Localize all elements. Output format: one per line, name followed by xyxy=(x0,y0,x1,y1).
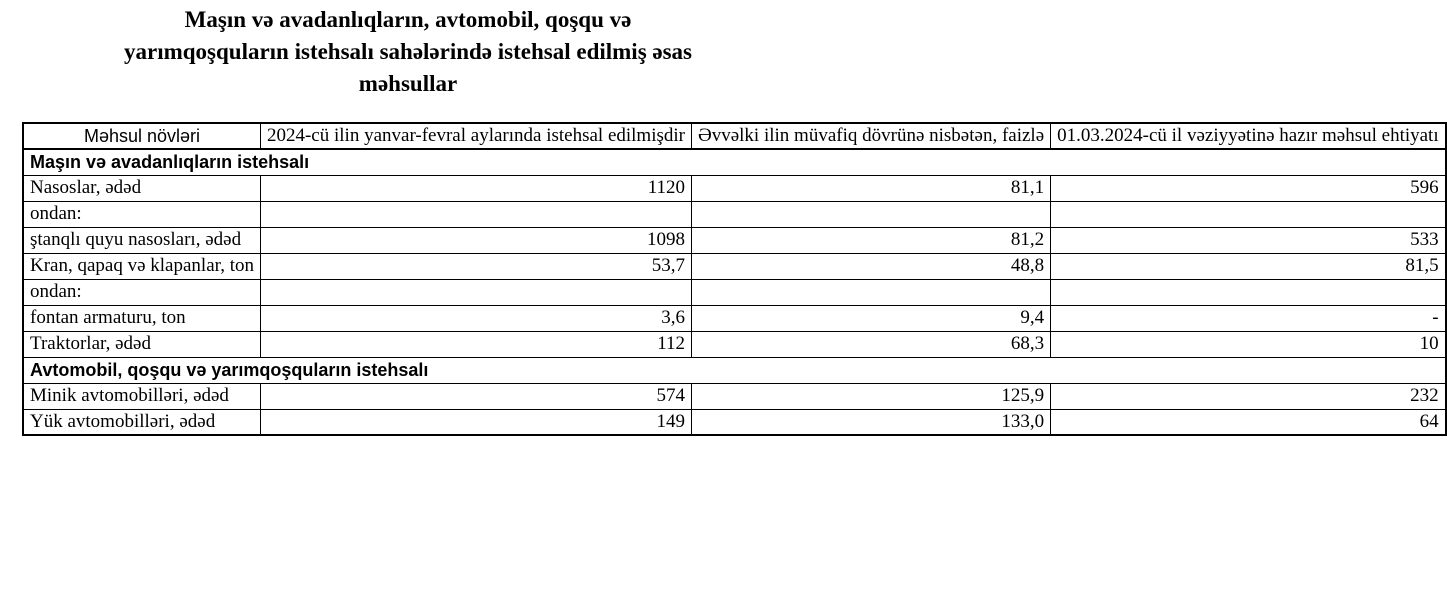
row-stock: 596 xyxy=(1051,175,1446,201)
row-produced xyxy=(260,279,691,305)
row-name: Nasoslar, ədəd xyxy=(23,175,260,201)
section-title-vehicles: Avtomobil, qoşqu və yarımqoşquların istehsalı xyxy=(23,357,1446,383)
row-percent xyxy=(692,279,1051,305)
table-header-row xyxy=(23,123,1446,149)
row-percent xyxy=(692,201,1051,227)
row-name: fontan armaturu, ton xyxy=(23,305,260,331)
row-name: Minik avtomobilləri, ədəd xyxy=(23,383,260,409)
row-produced: 149 xyxy=(260,409,691,435)
table-row xyxy=(23,409,1446,435)
row-stock: 10 xyxy=(1051,331,1446,357)
products-table xyxy=(22,122,1447,436)
row-name: Yük avtomobilləri, ədəd xyxy=(23,409,260,435)
row-stock: - xyxy=(1051,305,1446,331)
table-row xyxy=(23,227,1446,253)
title-line-3: məhsullar xyxy=(358,71,458,96)
row-stock xyxy=(1051,279,1446,305)
row-produced: 53,7 xyxy=(260,253,691,279)
header-stock: 01.03.2024-cü il vəziyyətinə hazır məhsul ehtiyatı xyxy=(1051,123,1446,149)
row-produced: 112 xyxy=(260,331,691,357)
title-line-1: Maşın və avadanlıqların, avtomobil, qoşqu və xyxy=(184,7,632,32)
row-produced: 1120 xyxy=(260,175,691,201)
section-row xyxy=(23,149,1446,175)
row-name: Kran, qapaq və klapanlar, ton xyxy=(23,253,260,279)
header-product-types: Məhsul növləri xyxy=(23,123,260,149)
row-name: ştanqlı quyu nasosları, ədəd xyxy=(23,227,260,253)
table-row xyxy=(23,201,1446,227)
title-line-2: yarımqoşquların istehsalı sahələrində istehsal edilmiş əsas xyxy=(123,39,692,64)
row-percent: 48,8 xyxy=(692,253,1051,279)
row-percent: 133,0 xyxy=(692,409,1051,435)
row-stock: 533 xyxy=(1051,227,1446,253)
row-produced: 574 xyxy=(260,383,691,409)
header-produced: 2024-cü ilin yanvar-fevral aylarında istehsal edilmişdir xyxy=(260,123,691,149)
row-produced: 1098 xyxy=(260,227,691,253)
row-stock xyxy=(1051,201,1446,227)
row-name: Traktorlar, ədəd xyxy=(23,331,260,357)
table-row xyxy=(23,383,1446,409)
table-row xyxy=(23,331,1446,357)
row-name: ondan: xyxy=(23,279,260,305)
table-row xyxy=(23,175,1446,201)
row-percent: 81,1 xyxy=(692,175,1051,201)
row-percent: 125,9 xyxy=(692,383,1051,409)
table-row xyxy=(23,305,1446,331)
page-title xyxy=(0,4,816,100)
section-title-machines: Maşın və avadanlıqların istehsalı xyxy=(23,149,1446,175)
row-produced: 3,6 xyxy=(260,305,691,331)
table-row xyxy=(23,279,1446,305)
row-produced xyxy=(260,201,691,227)
row-stock: 64 xyxy=(1051,409,1446,435)
header-percent: Əvvəlki ilin müvafiq dövrünə nisbətən, faizlə xyxy=(692,123,1051,149)
row-stock: 81,5 xyxy=(1051,253,1446,279)
row-percent: 9,4 xyxy=(692,305,1051,331)
row-percent: 81,2 xyxy=(692,227,1051,253)
row-name: ondan: xyxy=(23,201,260,227)
section-row xyxy=(23,357,1446,383)
row-stock: 232 xyxy=(1051,383,1446,409)
row-percent: 68,3 xyxy=(692,331,1051,357)
table-row xyxy=(23,253,1446,279)
